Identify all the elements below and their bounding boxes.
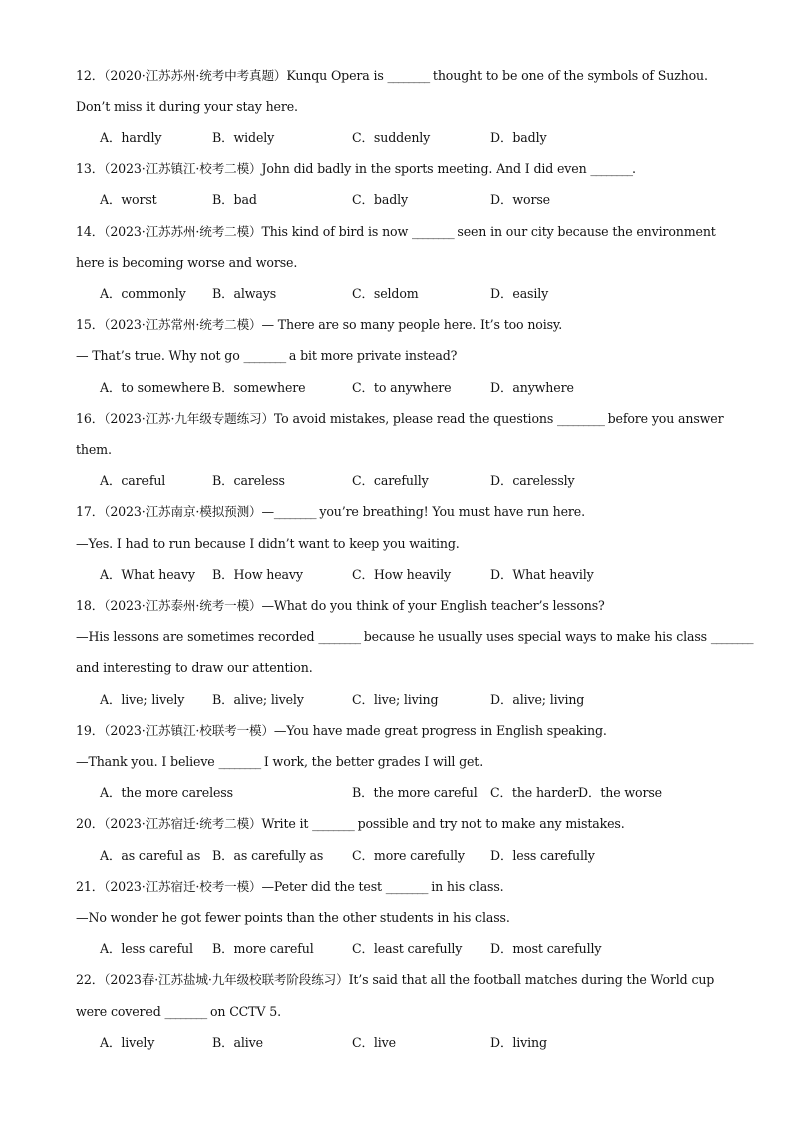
- answer-option-a[interactable]: A．lively: [100, 1035, 155, 1050]
- answer-blank[interactable]: ________: [164, 1004, 207, 1019]
- answer-option-d[interactable]: D．alive; living: [490, 692, 585, 707]
- answer-option-d[interactable]: D．most carefully: [490, 941, 602, 956]
- answer-option-a[interactable]: A．hardly: [100, 130, 162, 145]
- question-stem: [76, 222, 724, 242]
- question-text: —His lessons are sometimes recorded: [76, 629, 319, 644]
- answer-blank[interactable]: ________: [318, 629, 360, 644]
- question-text: in his class.: [427, 879, 504, 894]
- question-stem: [76, 315, 724, 335]
- answer-option-c[interactable]: C．seldom: [352, 286, 419, 301]
- answer-option-b[interactable]: B．widely: [212, 130, 275, 145]
- question-text: thought to be one of the symbols of Suzhou.: [429, 68, 708, 83]
- question-stem: [76, 814, 724, 834]
- question-text: on CCTV 5.: [206, 1004, 281, 1019]
- question-stem-continued: [76, 97, 724, 117]
- answer-option-c[interactable]: C．more carefully: [352, 848, 465, 863]
- answer-option-c[interactable]: C．carefully: [352, 473, 429, 488]
- answer-blank[interactable]: ________: [411, 224, 454, 239]
- question-text: 17．（2023·江苏南京·模拟预测）—: [76, 504, 274, 519]
- answer-option-c[interactable]: C．to anywhere: [352, 380, 452, 395]
- answer-option-b[interactable]: B．bad: [212, 192, 257, 207]
- answer-option-a[interactable]: A．the more careless: [100, 785, 233, 800]
- question-text: were covered: [76, 1004, 165, 1019]
- answer-option-a[interactable]: A．careful: [100, 473, 166, 488]
- answer-blank[interactable]: ________: [243, 348, 286, 363]
- question-text: 13．（2023·江苏镇江·校考二模）John did badly in the sports meeting. And I did even: [76, 161, 591, 176]
- question-text: 15．（2023·江苏常州·统考二模）— There are so many people here. It’s too noisy.: [76, 317, 563, 332]
- answer-option-a[interactable]: A．less careful: [100, 941, 193, 956]
- question-stem-continued: [76, 627, 753, 647]
- question-text: 22．（2023春·江苏盐城·九年级校联考阶段练习）It’s said that all the football matches during the World cup: [76, 972, 715, 987]
- answer-option-d[interactable]: D．anywhere: [490, 380, 574, 395]
- question-text: 12．（2020·江苏苏州·统考中考真题）Kunqu Opera is: [76, 68, 388, 83]
- question-text: a bit more private instead?: [285, 348, 458, 363]
- question-stem-continued: [76, 1002, 724, 1022]
- answer-option-b[interactable]: B．alive; lively: [212, 692, 304, 707]
- answer-blank[interactable]: _________: [557, 411, 604, 426]
- answer-option-d[interactable]: D．easily: [490, 286, 549, 301]
- answer-option-a[interactable]: A．worst: [100, 192, 157, 207]
- answer-option-a[interactable]: A．to somewhere: [100, 380, 210, 395]
- question-text: 14．（2023·江苏苏州·统考二模）This kind of bird is now: [76, 224, 412, 239]
- question-stem: [76, 159, 724, 179]
- question-stem-continued: [76, 752, 724, 772]
- question-text: 18．（2023·江苏泰州·统考一模）—What do you think of your English teacher’s lessons?: [76, 598, 605, 613]
- answer-option-c[interactable]: C．the harder: [490, 785, 579, 800]
- answer-option-c[interactable]: C．badly: [352, 192, 408, 207]
- question-text: them.: [76, 442, 112, 457]
- answer-option-c[interactable]: C．live; living: [352, 692, 439, 707]
- question-text: because he usually uses special ways to make his class: [359, 629, 711, 644]
- answer-option-b[interactable]: B．always: [212, 286, 277, 301]
- question-text: I work, the better grades I will get.: [260, 754, 484, 769]
- answer-option-b[interactable]: B．more careful: [212, 941, 314, 956]
- question-stem-continued: [76, 253, 724, 273]
- question-stem-continued: [76, 908, 724, 928]
- answer-option-c[interactable]: C．live: [352, 1035, 396, 1050]
- question-text: you’re breathing! You must have run here.: [315, 504, 585, 519]
- question-text: — That’s true. Why not go: [76, 348, 244, 363]
- answer-option-d[interactable]: D．worse: [490, 192, 550, 207]
- question-stem: [76, 409, 724, 429]
- answer-option-d[interactable]: D．badly: [490, 130, 547, 145]
- answer-option-c[interactable]: C．How heavily: [352, 567, 451, 582]
- answer-blank[interactable]: ________: [590, 161, 632, 176]
- question-stem: [76, 502, 724, 522]
- question-text: —No wonder he got fewer points than the other students in his class.: [76, 910, 510, 925]
- answer-blank[interactable]: ________: [218, 754, 261, 769]
- question-text: possible and try not to make any mistakes.: [353, 816, 625, 831]
- answer-blank[interactable]: ________: [312, 816, 354, 831]
- question-stem-continued: [76, 440, 724, 460]
- answer-option-a[interactable]: A．as careful as: [100, 848, 201, 863]
- question-text: —Yes. I had to run because I didn’t want to keep you waiting.: [76, 536, 460, 551]
- question-stem-continued: [76, 534, 724, 554]
- question-text: 16．（2023·江苏·九年级专题练习）To avoid mistakes, please read the questions: [76, 411, 557, 426]
- answer-blank[interactable]: ________: [387, 68, 430, 83]
- question-stem: [76, 66, 724, 86]
- answer-option-a[interactable]: A．commonly: [100, 286, 186, 301]
- answer-option-b[interactable]: B．careless: [212, 473, 285, 488]
- question-stem-continued: [76, 658, 724, 678]
- answer-option-b[interactable]: B．alive: [212, 1035, 263, 1050]
- answer-option-b[interactable]: B．How heavy: [212, 567, 303, 582]
- answer-option-a[interactable]: A．What heavy: [100, 567, 195, 582]
- answer-option-c[interactable]: C．suddenly: [352, 130, 431, 145]
- question-text: 20．（2023·江苏宿迁·统考二模）Write it: [76, 816, 313, 831]
- answer-option-d[interactable]: D．living: [490, 1035, 547, 1050]
- question-text: 19．（2023·江苏镇江·校联考一模）—You have made great progress in English speaking.: [76, 723, 607, 738]
- question-text: Don’t miss it during your stay here.: [76, 99, 298, 114]
- question-stem-continued: [76, 346, 724, 366]
- question-text: 21．（2023·江苏宿迁·校考一模）—Peter did the test: [76, 879, 386, 894]
- question-text: —Thank you. I believe: [76, 754, 219, 769]
- answer-option-d[interactable]: D．carelessly: [490, 473, 575, 488]
- question-text: seen in our city because the environment: [453, 224, 716, 239]
- answer-blank[interactable]: ________: [273, 504, 316, 519]
- answer-option-c[interactable]: C．least carefully: [352, 941, 463, 956]
- question-text: before you answer: [603, 411, 724, 426]
- answer-option-d[interactable]: D．the worse: [578, 785, 662, 800]
- answer-option-d[interactable]: D．less carefully: [490, 848, 595, 863]
- answer-blank[interactable]: ________: [385, 879, 428, 894]
- answer-option-d[interactable]: D．What heavily: [490, 567, 594, 582]
- answer-blank[interactable]: ________: [710, 629, 753, 644]
- question-text: .: [631, 161, 636, 176]
- question-stem: [76, 721, 724, 741]
- answer-option-b[interactable]: B．somewhere: [212, 380, 306, 395]
- question-stem: [76, 877, 724, 897]
- question-text: and interesting to draw our attention.: [76, 660, 313, 675]
- answer-option-b[interactable]: B．as carefully as: [212, 848, 324, 863]
- question-stem: [76, 596, 724, 616]
- answer-option-a[interactable]: A．live; lively: [100, 692, 185, 707]
- question-stem: [76, 970, 724, 990]
- question-text: here is becoming worse and worse.: [76, 255, 298, 270]
- answer-option-b[interactable]: B．the more careful: [352, 785, 478, 800]
